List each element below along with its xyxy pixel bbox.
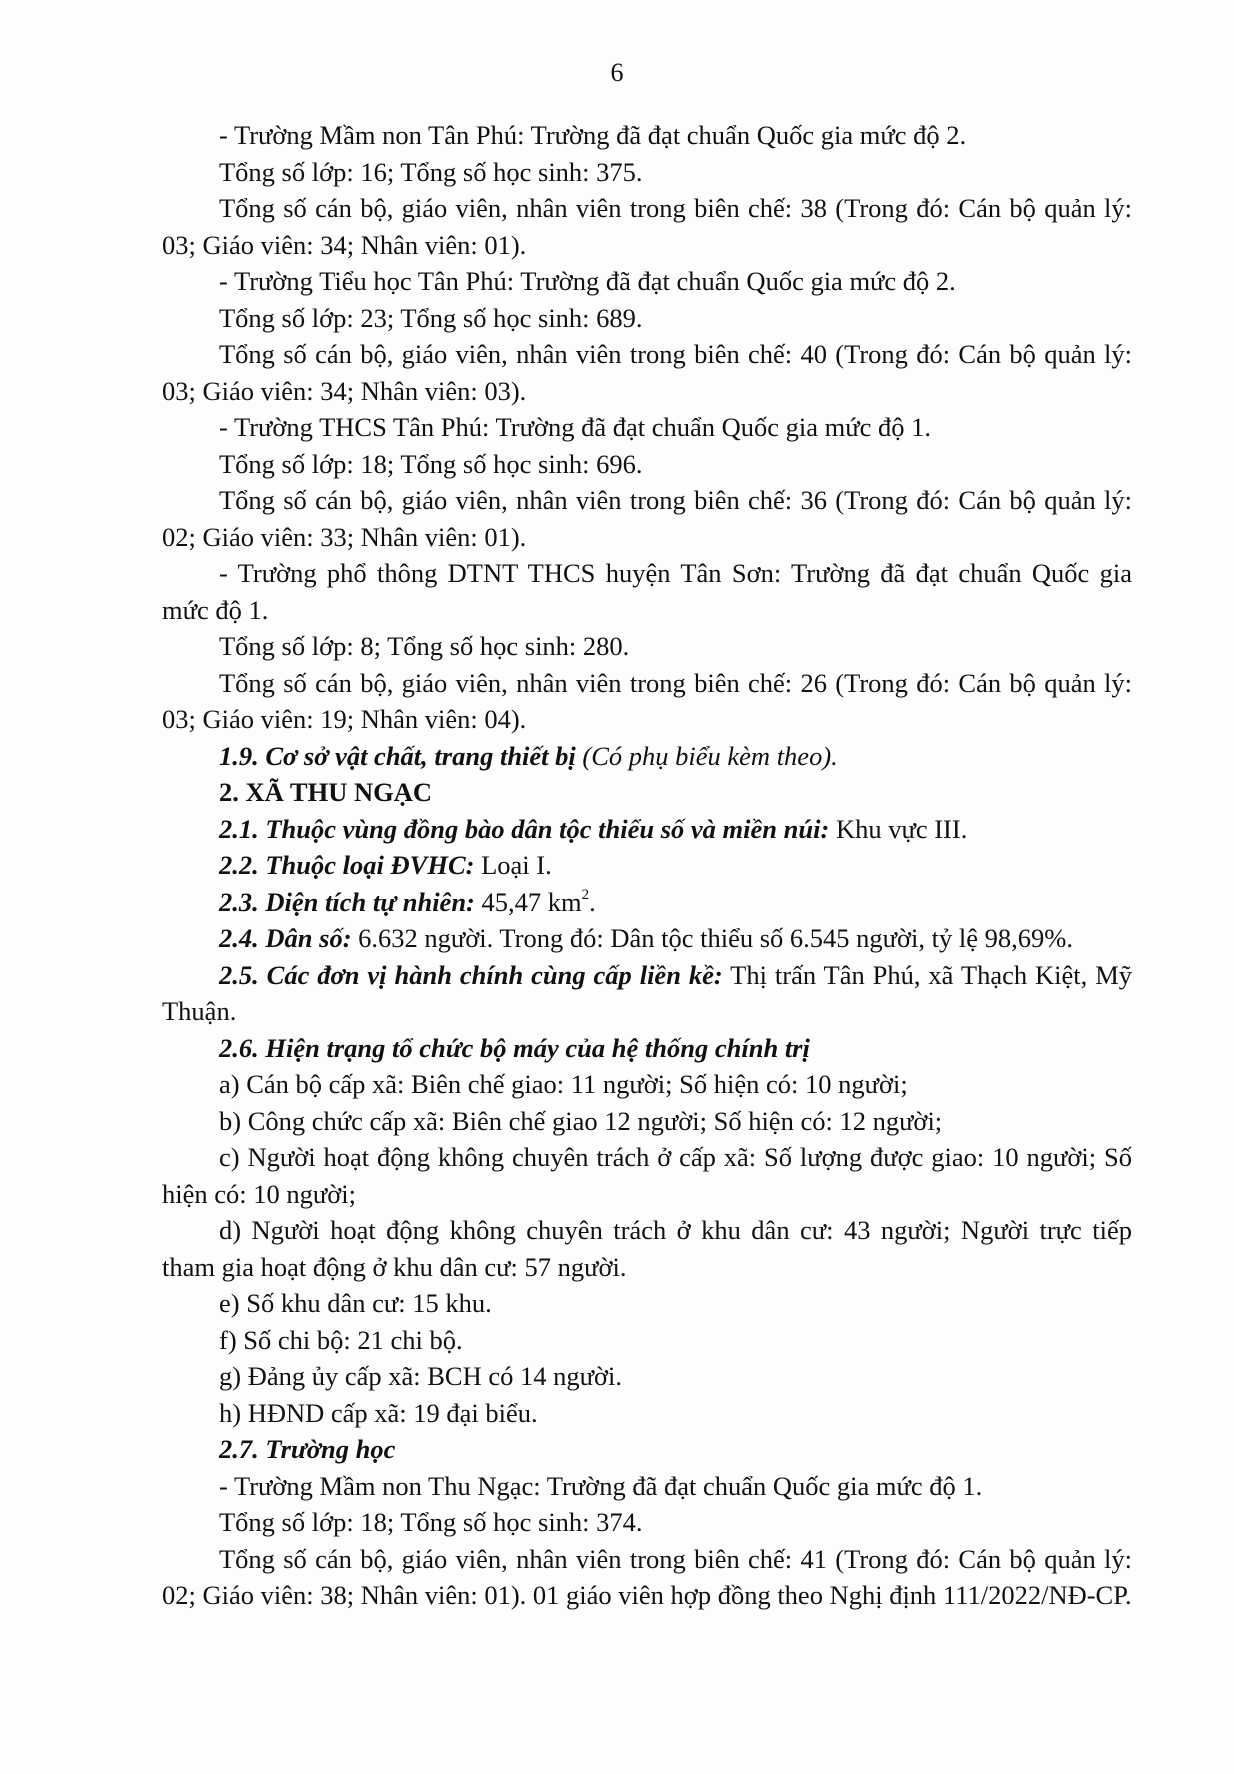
org-item: f) Số chi bộ: 21 chi bộ. (219, 1324, 463, 1355)
superscript: 2 (581, 886, 590, 903)
paragraph: Tổng số lớp: 8; Tổng số học sinh: 280. (219, 631, 630, 661)
school-item: Tổng số lớp: 18; Tổng số học sinh: 374. (219, 1507, 643, 1537)
school-item: - Trường Mầm non Thu Ngạc: Trường đã đạt chuẩn Quốc gia mức độ 1. (219, 1470, 983, 1501)
info-item (162, 884, 1132, 921)
section-heading-1-9 (162, 738, 1132, 775)
info-label: 2.4. Dân số: (219, 923, 352, 953)
paragraph: Tổng số lớp: 16; Tổng số học sinh: 375. (219, 156, 643, 187)
info-item (162, 847, 1132, 884)
page-number: 6 (610, 58, 624, 87)
document-body (162, 117, 1132, 1614)
org-item: b) Công chức cấp xã: Biên chế giao 12 người; Số hiện có: 12 người; (219, 1105, 943, 1136)
info-suffix: . (589, 886, 596, 917)
paragraph: - Trường Mầm non Tân Phú: Trường đã đạt chuẩn Quốc gia mức độ 2. (219, 120, 967, 150)
paragraph: Tổng số lớp: 18; Tổng số học sinh: 696. (219, 448, 643, 479)
paragraph: - Trường THCS Tân Phú: Trường đã đạt chuẩn Quốc gia mức độ 1. (219, 412, 932, 442)
org-item: g) Đảng ủy cấp xã: BCH có 14 người. (219, 1361, 622, 1391)
info-item (162, 957, 1132, 1030)
info-label: 2.5. Các đơn vị hành chính cùng cấp liền kề: (219, 959, 723, 990)
paragraph: - Trường phổ thông DTNT THCS huyện Tân Sơn: Trường đã đạt chuẩn Quốc gia mức độ 1. (162, 558, 1132, 625)
org-item: a) Cán bộ cấp xã: Biên chế giao: 11 người; Số hiện có: 10 người; (219, 1069, 908, 1099)
section-heading-2-7: 2.7. Trường học (219, 1434, 396, 1464)
info-value: 45,47 km (481, 886, 582, 917)
paragraph: Tổng số cán bộ, giáo viên, nhân viên trong biên chế: 36 (Trong đó: Cán bộ quản lý: 02; Giáo viên: 33; Nhân viên: 01). (162, 485, 1132, 552)
section-heading-2-6: 2.6. Hiện trạng tổ chức bộ máy của hệ thống chính trị (219, 1032, 810, 1063)
info-value: 6.632 người. Trong đó: Dân tộc thiểu số 6.545 người, tỷ lệ 98,69%. (358, 923, 1073, 953)
org-item: c) Người hoạt động không chuyên trách ở cấp xã: Số lượng được giao: 10 người; Số hiện có: 10 người; (162, 1142, 1132, 1209)
paragraph: Tổng số cán bộ, giáo viên, nhân viên trong biên chế: 38 (Trong đó: Cán bộ quản lý: 03; Giáo viên: 34; Nhân viên: 01). (162, 193, 1132, 260)
paragraph: Tổng số cán bộ, giáo viên, nhân viên trong biên chế: 40 (Trong đó: Cán bộ quản lý: 03; Giáo viên: 34; Nhân viên: 03). (162, 339, 1132, 406)
info-label: 2.1. Thuộc vùng đồng bào dân tộc thiểu số và miền núi: (219, 813, 830, 844)
info-value: Loại I. (481, 850, 552, 880)
info-value: Khu vực III. (835, 813, 968, 844)
paragraph: Tổng số lớp: 23; Tổng số học sinh: 689. (219, 302, 643, 333)
paragraph: Tổng số cán bộ, giáo viên, nhân viên trong biên chế: 26 (Trong đó: Cán bộ quản lý: 03; Giáo viên: 19; Nhân viên: 04). (162, 667, 1132, 734)
paragraph: - Trường Tiểu học Tân Phú: Trường đã đạt chuẩn Quốc gia mức độ 2. (219, 266, 956, 296)
info-label: 2.2. Thuộc loại ĐVHC: (219, 850, 475, 880)
org-item: d) Người hoạt động không chuyên trách ở khu dân cư: 43 người; Người trực tiếp tham gia hoạt động ở khu dân cư: 57 người. (162, 1215, 1132, 1282)
info-item (162, 920, 1132, 957)
section-1-9-note: (Có phụ biểu kèm theo). (582, 740, 838, 771)
section-1-9-title: 1.9. Cơ sở vật chất, trang thiết bị (219, 740, 576, 771)
info-item (162, 811, 1132, 848)
section-heading-2: 2. XÃ THU NGẠC (219, 777, 432, 807)
info-label: 2.3. Diện tích tự nhiên: (219, 886, 475, 917)
info-value: Thị trấn Tân Phú, xã Thạch Kiệt, Mỹ Thuận. (162, 959, 1133, 1026)
org-item: h) HĐND cấp xã: 19 đại biểu. (219, 1397, 538, 1428)
school-item: Tổng số cán bộ, giáo viên, nhân viên trong biên chế: 41 (Trong đó: Cán bộ quản lý: 02; Giáo viên: 38; Nhân viên: 01). 01 giáo viên hợp đồng theo Nghị định 111/2022/NĐ-CP. (162, 1543, 1132, 1610)
org-item: e) Số khu dân cư: 15 khu. (219, 1288, 492, 1318)
